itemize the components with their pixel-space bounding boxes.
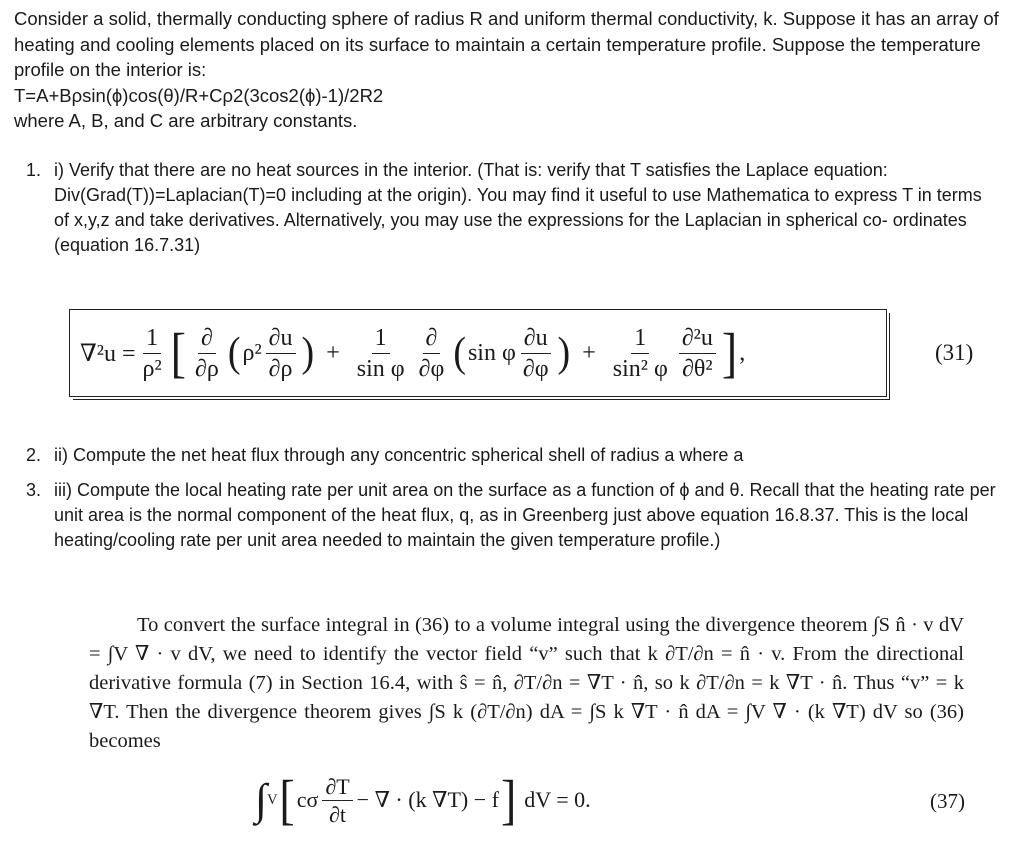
question-list-part1: [26, 158, 1001, 258]
open-bracket: [: [170, 321, 186, 383]
open-paren: (: [227, 329, 241, 377]
eq37-tail: dV = 0.: [524, 787, 591, 812]
close-bracket: ]: [721, 321, 738, 383]
rho-squared: ρ²: [242, 339, 262, 366]
frac-d2u-dtheta2: $\frac{\text{∂²u}}{\text{∂θ²}}$: [679, 323, 716, 384]
c-sigma: cσ: [296, 787, 319, 812]
divergence-paragraph: To convert the surface integral in (36) to a volume integral using the divergence theorem ∫S n̂ · v dV = ∫V ∇ · v dV, we need to identify the vector field “v” such that k ∂T/∂n = n̂ · v. From the directional derivative formula (7) in Section 16.4, with ŝ = n̂, ∂T/∂n = ∇T · n̂, so k ∂T/∂n = k ∇T · n̂. Thus “v” = k ∇T. Then the divergence theorem gives ∫S k (∂T/∂n) dA = ∫S k ∇T · n̂ dA = ∫V ∇ · (k ∇T) dV so (36) becomes: [89, 614, 964, 752]
close-paren-2: ): [557, 329, 571, 377]
close-bracket-37: ]: [500, 768, 517, 830]
question-number: 2.: [26, 445, 42, 465]
problem-intro: [14, 6, 1014, 134]
frac-d-drho: $\frac{\partial}{\partial\rho}$: [195, 324, 219, 382]
equation-31-box: [69, 309, 887, 397]
eq-lhs: ∇²u =: [80, 340, 136, 367]
question-3: [26, 478, 1001, 553]
equation-37: [255, 760, 591, 840]
frac-d-dphi: $\frac{\partial}{\partial\varphi}$: [418, 324, 445, 382]
question-number: 1.: [26, 160, 42, 180]
frac-1-over-sinphi: $\frac{1}{\text{sin φ}}$: [356, 324, 405, 382]
question-1: [26, 158, 1001, 258]
integral-subscript: V: [267, 791, 278, 808]
equation-37-number: (37): [930, 789, 965, 813]
textbook-excerpt: [89, 611, 964, 756]
question-text: i) Verify that there are no heat sources in the interior. (That is: verify that T satisfies the Laplace equation: Div(Grad(T))=Laplacian(T)=0 including at the origin). You may find it useful to use Mathematica to express T in terms of x,y,z and take derivatives. Alternatively, you may use the expressions for the Laplacian in spherical co- ordinates (equation 16.7.31): [54, 160, 982, 255]
temperature-formula: T=A+Bρsin(ϕ)cos(θ)/R+Cρ2(3cos2(ϕ)-1)/2R2: [14, 84, 384, 106]
question-text: iii) Compute the local heating rate per unit area on the surface as a function of ϕ and θ. Recall that the heating rate per unit area is the normal component of the heat flux, q, as in Greenberg just above equation 16.8.37. This is the local heating/cooling rate per unit area needed to maintain the given temperature profile.): [54, 480, 996, 550]
question-number: 3.: [26, 480, 42, 500]
frac-1-over-sin2phi: $\frac{1}{\text{sin² φ}}$: [612, 324, 668, 382]
plus-sign-2: +: [582, 339, 596, 366]
sin-phi: sin φ: [467, 339, 516, 366]
frac-du-dphi: $\frac{\partial u}{\partial\varphi}$: [520, 323, 552, 384]
integral-sign: ∫: [255, 775, 268, 824]
question-list-part2: [26, 443, 1001, 563]
equation-31-number: (31): [935, 340, 974, 365]
laplacian-equation: [80, 310, 745, 396]
close-paren: ): [301, 329, 315, 377]
divergence-term: − ∇ · (k ∇T) − f: [356, 787, 499, 812]
intro-text: Consider a solid, thermally conducting sphere of radius R and uniform thermal conductivity, k. Suppose it has an array of heating and cooling elements placed on its surface to maintain a certain temperature profile. Suppose the temperature profile on the interior is:: [14, 8, 999, 80]
question-text: ii) Compute the net heat flux through any concentric spherical shell of radius a where a: [54, 445, 744, 465]
open-bracket-37: [: [279, 768, 295, 830]
frac-du-drho: $\frac{\partial u}{\partial\rho}$: [266, 323, 296, 384]
eq-comma: ,: [739, 339, 746, 366]
open-paren-2: (: [453, 329, 466, 377]
frac-dT-dt: $\frac{\partial T}{\partial t}$: [322, 773, 352, 828]
frac-1-over-rho2: $\frac{1}{\text{ρ²}}$: [142, 324, 162, 382]
plus-sign: +: [326, 339, 340, 366]
question-2: [26, 443, 1001, 468]
constants-note: where A, B, and C are arbitrary constants.: [14, 110, 358, 131]
